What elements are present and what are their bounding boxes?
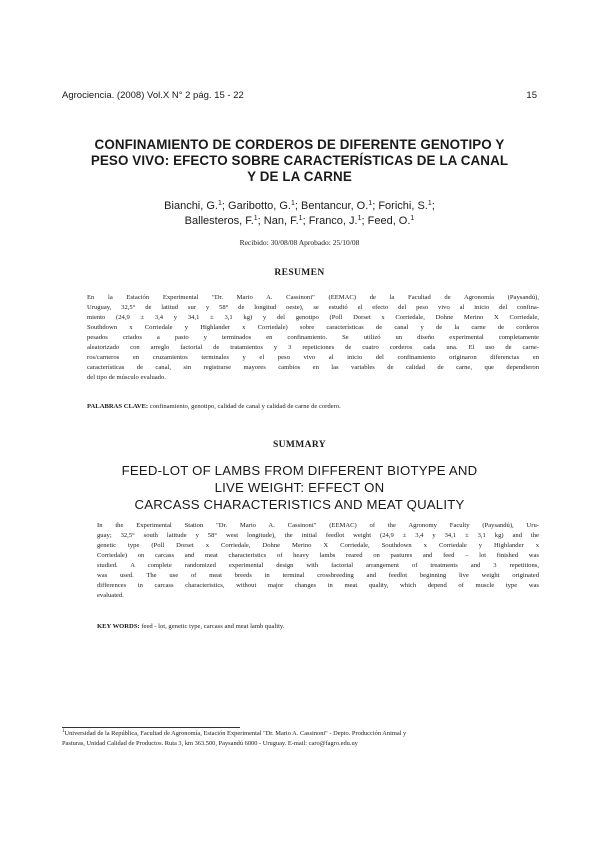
affiliation-marker: 1 — [410, 215, 415, 222]
footnote-rule — [62, 727, 240, 728]
title-line: FEED-LOT OF LAMBS FROM DIFFERENT BIOTYPE AND — [121, 463, 478, 478]
title-line: CONFINAMIENTO DE CORDEROS DE DIFERENTE GENOTIPO Y — [94, 137, 505, 152]
author-name: Bianchi, G. — [164, 200, 218, 212]
summary-abstract — [97, 521, 539, 601]
footnote-marker: 1 — [62, 729, 65, 734]
received-approved-dates: Recibido: 30/08/08 Aprobado: 25/10/08 — [239, 238, 360, 247]
author-separator: ; — [372, 200, 379, 212]
keywords-label: KEY WORDS: — [97, 623, 140, 630]
affiliation-marker: 1 — [298, 215, 303, 222]
abstract-line: aleatorizado con arreglo factorial de tratamientos y 3 repeticiones de cuatro corderos cada una. El uso de carne- — [87, 344, 539, 351]
resumen-heading: RESUMEN — [274, 268, 325, 278]
journal-reference: Agrociencia. (2008) Vol.X N° 2 pág. 15 - 22 — [62, 90, 244, 101]
abstract-line: evaluated. — [97, 592, 124, 599]
affiliation-marker: 1 — [253, 215, 258, 222]
footnote-text: Universidad de la República, Facultad de Agronomía, Estación Experimental "Dr. Mario A. Cassinoni" - Depto. Producción Animal y — [64, 730, 407, 737]
page-number: 15 — [526, 90, 537, 101]
article-title-english — [62, 462, 537, 513]
author-name: Nan, F. — [263, 215, 299, 227]
author-name: Ballesteros, F. — [184, 215, 254, 227]
author-separator: ; — [431, 200, 435, 212]
affiliation-marker: 1 — [291, 200, 295, 207]
affiliation-marker: 1 — [357, 215, 362, 222]
key-words — [97, 622, 539, 632]
abstract-line: Corriedale) on carcass and meat characteristics of heavy lambs reared on pastures and feed – lot finished was — [97, 552, 539, 559]
affiliation-footnote — [62, 729, 540, 749]
title-line: LIVE WEIGHT: EFFECT ON — [214, 480, 385, 495]
abstract-line: Uruguay, 32,5° de latitud sur y 58° de longitud oeste), se estudió el efecto del peso vivo al inicio del confina- — [87, 304, 539, 311]
abstract-line: differences in carcass characteristics, without major changes in meat quality, which depend of muscle type was — [97, 582, 539, 589]
keywords-text: confinamiento, genotipo, calidad de canal y calidad de carne de cordero. — [148, 403, 341, 410]
author-name: Garibotto, G. — [228, 200, 291, 212]
abstract-line: pesados criados a pasto y terminados en confinamiento. Se utilizó un diseño experimental completamente — [87, 334, 539, 341]
affiliation-marker: 1 — [217, 200, 222, 207]
title-line: CARCASS CHARACTERISTICS AND MEAT QUALITY — [134, 497, 465, 512]
author-list — [62, 199, 537, 229]
author-name: Bentancur, O. — [301, 200, 369, 212]
author-name: Forichi, S. — [378, 200, 428, 212]
author-separator: ; — [302, 215, 309, 227]
abstract-line: In the Experimental Station "Dr. Mario A. Cassinoni" (EEMAC) of the Agronomy Faculty (Paysandú), Uru- — [97, 522, 539, 529]
author-name: Feed, O. — [367, 215, 411, 227]
keywords-label: PALABRAS CLAVE: — [87, 403, 149, 410]
keywords-text: feed - lot, genetic type, carcass and meat lamb quality. — [139, 623, 285, 630]
author-separator: ; — [294, 200, 302, 212]
affiliation-marker: 1 — [368, 200, 373, 207]
author-separator: ; — [361, 215, 368, 227]
abstract-line: ros/carneros en cruzamientos terminales y el peso vivo al inicio del confinamiento originaron diferencias en — [87, 354, 539, 361]
title-line: Y DE LA CARNE — [247, 169, 352, 184]
author-separator: ; — [221, 200, 229, 212]
abstract-line: guay; 32,5° south latitude y 58° west longitude), the initial feedlot weight (24,9 ± 3,4 y 34,1 ± 3,1 kg) and the — [97, 532, 539, 539]
abstract-line: En la Estación Experimental "Dr. Mario A. Cassinoni" (EEMAC) de la Facultad de Agronomía (Paysandú), — [87, 294, 539, 301]
footnote-line — [62, 729, 540, 739]
abstract-line: del tipo de músculo evaluado. — [87, 374, 166, 381]
abstract-line: miento (24,9 ± 3,4 y 34,1 ± 3,1 kg) y del genotipo (Poll Dorset x Corriedale, Dohne Merino X Corriedale, — [87, 314, 539, 321]
abstract-line: Southdown x Corriedale y Highlander x Corriedale) sobre características de canal y de la carne de corderos — [87, 324, 539, 331]
author-name: Franco, J. — [308, 215, 358, 227]
author-line — [62, 214, 537, 229]
affiliation-marker: 1 — [427, 200, 432, 207]
title-line: PESO VIVO: EFECTO SOBRE CARACTERÍSTICAS DE LA CANAL — [90, 153, 509, 168]
abstract-line: genetic type (Poll Dorset x Corriedale, Dohne Merino X Corriedale, Southdown x Corriedale y Highlander x — [97, 542, 539, 549]
palabras-clave — [87, 402, 539, 412]
author-line — [62, 199, 537, 214]
summary-heading: SUMMARY — [272, 440, 327, 450]
abstract-line: características de canal, sin registrarse mayores cambios en las variables de calidad de carne, que dependieron — [87, 364, 539, 371]
abstract-line: studied. A complete randomized experimental design with factorial arrangement of treatments and 3 repetitions, — [97, 562, 539, 569]
article-title-spanish — [62, 137, 537, 185]
resumen-abstract — [87, 293, 539, 383]
author-separator: ; — [257, 215, 264, 227]
footnote-line: Pasturas, Unidad Calidad de Productos. Ruta 3, km 363.500, Paysandú 6000 - Uruguay. E-mail: caro@fagro.edu.uy — [62, 740, 358, 747]
abstract-line: was used. The use of meat breeds in terminal crossbreeding and feedlot beginning live weight originated — [97, 572, 539, 579]
